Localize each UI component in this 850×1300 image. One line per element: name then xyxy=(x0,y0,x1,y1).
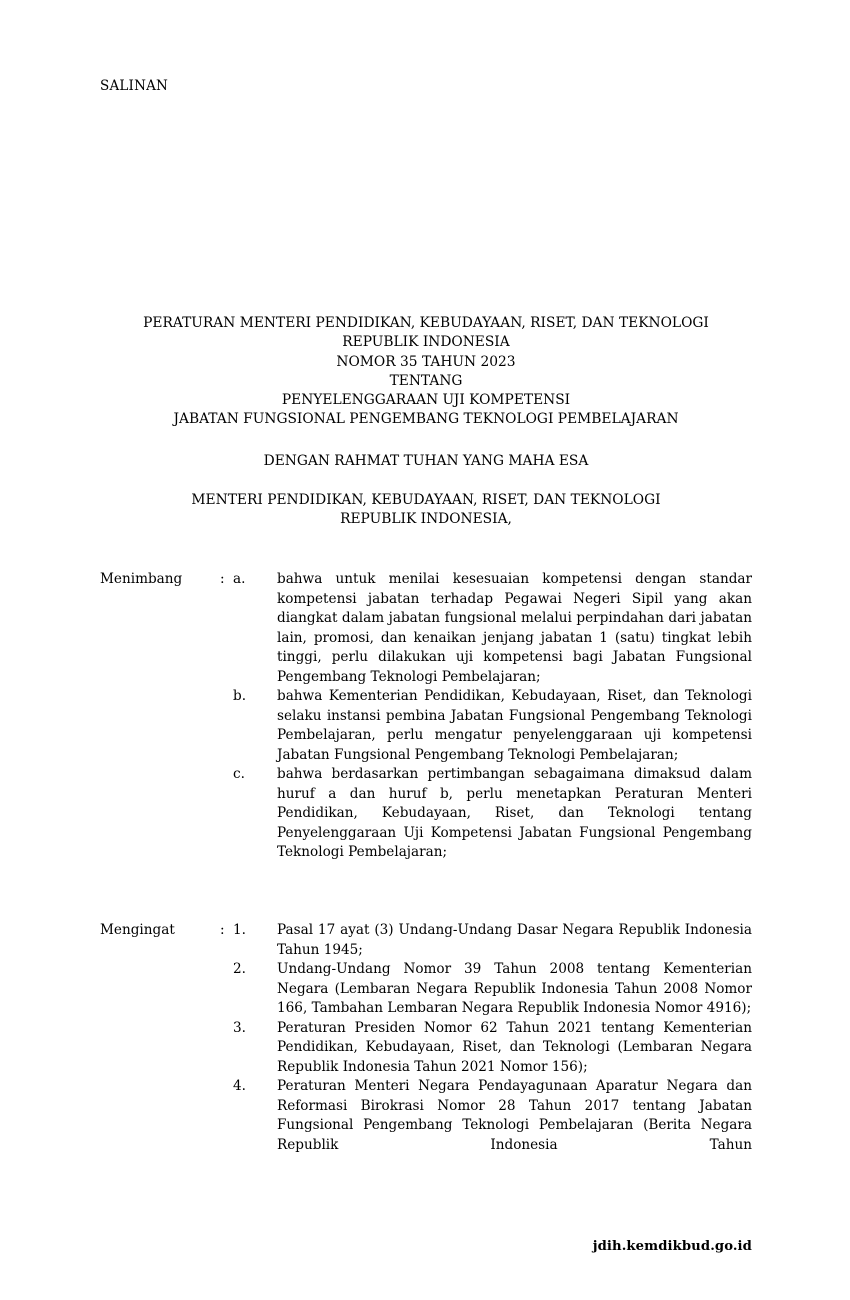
menimbang-marker-a: a. xyxy=(233,571,246,587)
section-menimbang xyxy=(100,570,752,863)
rahmat-block xyxy=(100,452,752,471)
menimbang-item-b xyxy=(100,687,752,765)
title-line-1: PERATURAN MENTERI PENDIDIKAN, KEBUDAYAAN, RISET, DAN TEKNOLOGI xyxy=(143,315,709,331)
footer-url: jdih.kemdikbud.go.id xyxy=(592,1239,752,1254)
regulation-title-block xyxy=(100,314,752,430)
mengingat-text-1: Pasal 17 ayat (3) Undang-Undang Dasar Negara Republik Indonesia Tahun 1945; xyxy=(277,922,752,958)
title-line-5: PENYELENGGARAAN UJI KOMPETENSI xyxy=(281,392,571,409)
minister-line-2: REPUBLIK INDONESIA, xyxy=(340,511,512,528)
title-line-3: NOMOR 35 TAHUN 2023 xyxy=(336,353,516,370)
menimbang-text-c: bahwa berdasarkan pertimbangan sebagaimana dimaksud dalam huruf a dan huruf b, perlu menetapkan Peraturan Menteri Pendidikan, Kebudayaan, Riset, dan Teknologi tentang Penyelenggaraan Uji Kompetensi Jabatan Fungsional Pengembang Teknologi Pembelajaran; xyxy=(277,766,752,860)
menimbang-item-a xyxy=(100,570,752,687)
minister-line-1: MENTERI PENDIDIKAN, KEBUDAYAAN, RISET, DAN TEKNOLOGI xyxy=(191,492,661,508)
mengingat-marker-2: 2. xyxy=(233,961,246,977)
menimbang-item-c xyxy=(100,765,752,863)
section-mengingat xyxy=(100,921,752,1175)
rahmat-line: DENGAN RAHMAT TUHAN YANG MAHA ESA xyxy=(263,453,589,469)
mengingat-label: Mengingat xyxy=(100,922,175,938)
mengingat-item-3 xyxy=(100,1019,752,1078)
mengingat-text-4: Peraturan Menteri Negara Pendayagunaan Aparatur Negara dan Reformasi Birokrasi Nomor 28 Tahun 2017 tentang Jabatan Fungsional Pengembang Teknologi Pembelajaran (Berita Negara Republik Indonesia Tahun xyxy=(277,1078,752,1153)
menimbang-text-a: bahwa untuk menilai kesesuaian kompetensi dengan standar kompetensi jabatan terhadap Pegawai Negeri Sipil yang akan diangkat dalam jabatan fungsional melalui perpindahan dari jabatan lain, promosi, dan kenaikan jenjang jabatan 1 (satu) tingkat lebih tinggi, perlu dilakukan uji kompetensi bagi Jabatan Fungsional Pengembang Teknologi Pembelajaran; xyxy=(277,571,752,685)
mengingat-marker-1: 1. xyxy=(233,922,246,938)
mengingat-item-4 xyxy=(100,1077,752,1175)
title-line-4: TENTANG xyxy=(389,372,463,389)
menimbang-marker-c: c. xyxy=(233,766,245,782)
menimbang-text-b: bahwa Kementerian Pendidikan, Kebudayaan, Riset, dan Teknologi selaku instansi pembina Jabatan Fungsional Pengembang Teknologi Pembelajaran, perlu mengatur penyelenggaraan uji kompetensi Jabatan Fungsional Pengembang Teknologi Pembelajaran; xyxy=(277,688,752,763)
menimbang-label: Menimbang xyxy=(100,571,183,587)
mengingat-item-1 xyxy=(100,921,752,960)
minister-block xyxy=(100,491,752,530)
menimbang-marker-b: b. xyxy=(233,688,247,704)
mengingat-item-2 xyxy=(100,960,752,1019)
title-line-2: REPUBLIK INDONESIA xyxy=(342,334,510,351)
menimbang-colon: : xyxy=(220,571,225,587)
mengingat-colon: : xyxy=(220,922,225,938)
title-line-6: JABATAN FUNGSIONAL PENGEMBANG TEKNOLOGI PEMBELAJARAN xyxy=(173,411,679,428)
mengingat-marker-3: 3. xyxy=(233,1019,246,1036)
mengingat-text-3: Peraturan Presiden Nomor 62 Tahun 2021 tentang Kementerian Pendidikan, Kebudayaan, Riset, dan Teknologi (Lembaran Negara Republik Indonesia Tahun 2021 Nomor 156); xyxy=(277,1019,752,1075)
mengingat-marker-4: 4. xyxy=(233,1078,246,1094)
mengingat-text-2: Undang-Undang Nomor 39 Tahun 2008 tentang Kementerian Negara (Lembaran Negara Republik Indonesia Tahun 2008 Nomor 166, Tambahan Lembaran Negara Republik Indonesia Nomor 4916); xyxy=(277,961,752,1016)
salinan-stamp: SALINAN xyxy=(100,78,169,94)
